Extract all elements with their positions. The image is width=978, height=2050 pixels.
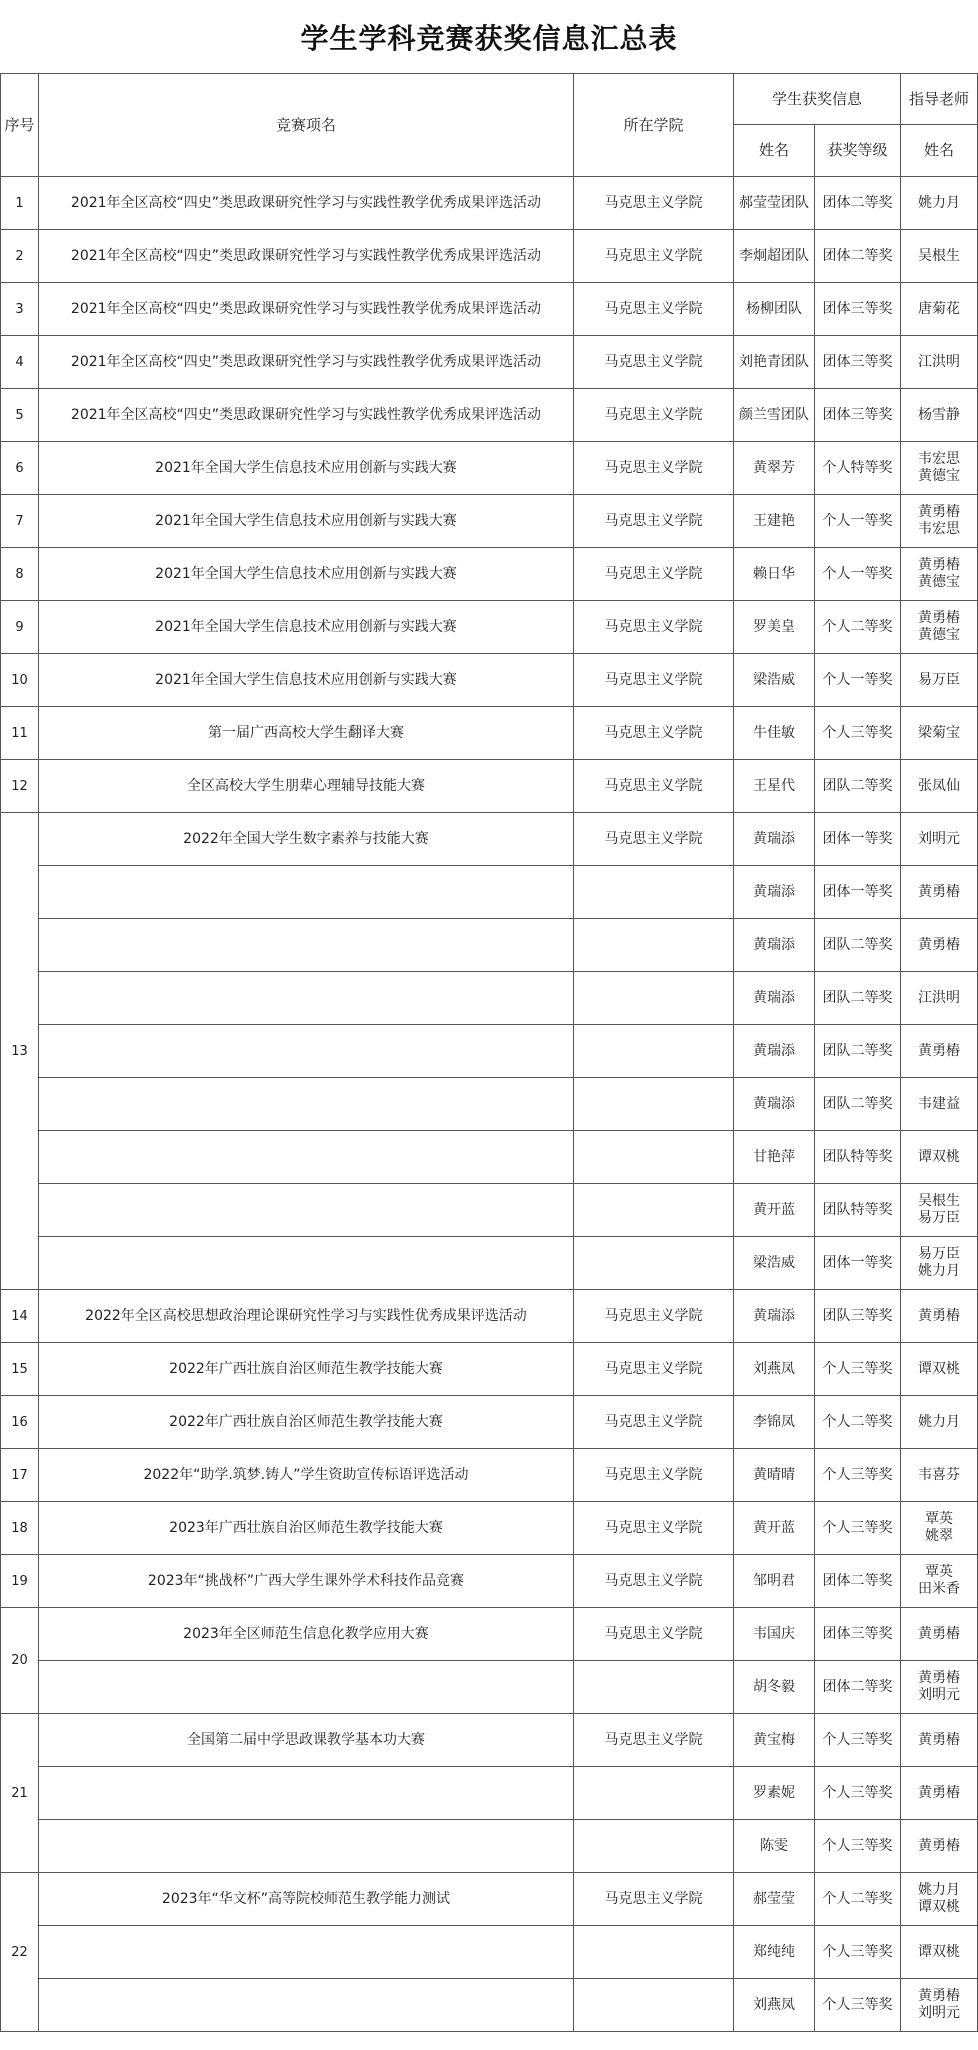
student-name-cell: 黄晴晴: [734, 1449, 815, 1502]
teacher-name: 谭双桃: [918, 1148, 961, 1165]
award-level-cell: 个人三等奖: [815, 707, 901, 760]
competition-cell: 2021年全国大学生信息技术应用创新与实践大赛: [39, 495, 574, 548]
college-cell: [574, 1767, 734, 1820]
teacher-name: 姚力月: [918, 1413, 961, 1430]
college-cell: 马克思主义学院: [574, 1449, 734, 1502]
award-level-cell: 团体二等奖: [815, 177, 901, 230]
seq-cell: 4: [1, 336, 39, 389]
competition-cell: [39, 1237, 574, 1290]
teacher-name: 张凤仙: [918, 777, 961, 794]
college-cell: [574, 1820, 734, 1873]
award-level-cell: 团队二等奖: [815, 919, 901, 972]
student-name-cell: 黄翠芳: [734, 442, 815, 495]
competition-cell: 2022年全区高校思想政治理论课研究性学习与实践性优秀成果评选活动: [39, 1290, 574, 1343]
teacher-name: 黄勇樁: [918, 1625, 961, 1642]
teacher-cell: [901, 1078, 978, 1131]
college-cell: 马克思主义学院: [574, 1502, 734, 1555]
teacher-cell: [901, 1661, 978, 1714]
college-cell: 马克思主义学院: [574, 1714, 734, 1767]
student-name-cell: 陈雯: [734, 1820, 815, 1873]
college-cell: [574, 1184, 734, 1237]
teacher-cell: [901, 1608, 978, 1661]
college-cell: 马克思主义学院: [574, 1396, 734, 1449]
competition-cell: [39, 1078, 574, 1131]
teacher-name: 黄勇樁: [918, 1731, 961, 1748]
table-row: [1, 1661, 978, 1714]
seq-cell: 3: [1, 283, 39, 336]
teacher-name: 韦建益: [918, 1095, 961, 1112]
teacher-cell: [901, 1131, 978, 1184]
college-cell: [574, 1661, 734, 1714]
teacher-name: 谭双桃: [918, 1360, 961, 1377]
header-row-1: [1, 74, 978, 125]
student-name-cell: 郝莹莹团队: [734, 177, 815, 230]
competition-cell: 2022年广西壮族自治区师范生教学技能大赛: [39, 1343, 574, 1396]
teacher-name: 黄勇樁: [918, 504, 961, 520]
competition-cell: 2021年全区高校“四史”类思政课研究性学习与实践性教学优秀成果评选活动: [39, 389, 574, 442]
student-name-cell: 梁浩威: [734, 1237, 815, 1290]
table-row: [1, 1025, 978, 1078]
teacher-cell: [901, 1926, 978, 1979]
teacher-name: 黄勇樁: [918, 936, 961, 953]
table-row: [1, 1979, 978, 2032]
seq-cell: 8: [1, 548, 39, 601]
teacher-name: 黄勇樁: [918, 1837, 961, 1854]
table-row: [1, 1290, 978, 1343]
table-row: [1, 1184, 978, 1237]
college-cell: 马克思主义学院: [574, 1343, 734, 1396]
award-level-cell: 个人三等奖: [815, 1343, 901, 1396]
competition-cell: 2021年全区高校“四史”类思政课研究性学习与实践性教学优秀成果评选活动: [39, 177, 574, 230]
award-level-cell: 个人二等奖: [815, 1396, 901, 1449]
seq-cell: 19: [1, 1555, 39, 1608]
student-name-cell: 郑纯纯: [734, 1926, 815, 1979]
competition-cell: 全国第二届中学思政课教学基本功大赛: [39, 1714, 574, 1767]
competition-cell: [39, 1131, 574, 1184]
header-award-level: 获奖等级: [815, 125, 901, 177]
teacher-cell: [901, 654, 978, 707]
competition-cell: 2021年全国大学生信息技术应用创新与实践大赛: [39, 548, 574, 601]
competition-cell: [39, 1661, 574, 1714]
student-name-cell: 黄开蓝: [734, 1502, 815, 1555]
teacher-name: 谭双桃: [918, 1943, 961, 1960]
college-cell: [574, 1979, 734, 2032]
competition-cell: 2021年全国大学生信息技术应用创新与实践大赛: [39, 654, 574, 707]
seq-cell: 7: [1, 495, 39, 548]
competition-cell: 2022年广西壮族自治区师范生教学技能大赛: [39, 1396, 574, 1449]
student-name-cell: 刘燕凤: [734, 1979, 815, 2032]
seq-cell: 10: [1, 654, 39, 707]
college-cell: [574, 1078, 734, 1131]
college-cell: 马克思主义学院: [574, 177, 734, 230]
competition-cell: [39, 1979, 574, 2032]
teacher-cell: [901, 1820, 978, 1873]
teacher-cell: [901, 283, 978, 336]
teacher-name: 黄德宝: [918, 627, 961, 643]
teacher-name: 黄勇樁: [918, 1670, 961, 1686]
seq-cell: 9: [1, 601, 39, 654]
seq-cell: 21: [1, 1714, 39, 1873]
teacher-cell: [901, 495, 978, 548]
competition-cell: [39, 1767, 574, 1820]
competition-cell: 全区高校大学生朋辈心理辅导技能大赛: [39, 760, 574, 813]
teacher-name: 黄德宝: [918, 468, 961, 484]
table-row: [1, 1767, 978, 1820]
table-row: [1, 707, 978, 760]
teacher-cell: [901, 336, 978, 389]
teacher-name: 易万臣: [918, 1246, 961, 1262]
college-cell: 马克思主义学院: [574, 654, 734, 707]
competition-cell: 2021年全国大学生信息技术应用创新与实践大赛: [39, 601, 574, 654]
seq-cell: 13: [1, 813, 39, 1290]
seq-cell: 2: [1, 230, 39, 283]
teacher-name: 姚力月: [918, 1263, 961, 1279]
header-teacher-group: 指导老师: [901, 74, 978, 125]
seq-cell: 17: [1, 1449, 39, 1502]
student-name-cell: 黄瑞添: [734, 972, 815, 1025]
competition-cell: [39, 1025, 574, 1078]
competition-cell: [39, 1184, 574, 1237]
student-name-cell: 王星代: [734, 760, 815, 813]
award-level-cell: 个人特等奖: [815, 442, 901, 495]
student-name-cell: 甘艳萍: [734, 1131, 815, 1184]
table-row: [1, 1396, 978, 1449]
student-name-cell: 胡冬毅: [734, 1661, 815, 1714]
table-row: [1, 495, 978, 548]
college-cell: 马克思主义学院: [574, 283, 734, 336]
competition-cell: [39, 1820, 574, 1873]
award-level-cell: 个人一等奖: [815, 495, 901, 548]
award-level-cell: 个人三等奖: [815, 1714, 901, 1767]
teacher-cell: [901, 760, 978, 813]
teacher-cell: [901, 1873, 978, 1926]
teacher-name: 唐菊花: [918, 300, 961, 317]
seq-cell: 11: [1, 707, 39, 760]
award-level-cell: 个人二等奖: [815, 1873, 901, 1926]
student-name-cell: 韦国庆: [734, 1608, 815, 1661]
college-cell: 马克思主义学院: [574, 760, 734, 813]
teacher-cell: [901, 442, 978, 495]
teacher-cell: [901, 1714, 978, 1767]
seq-cell: 16: [1, 1396, 39, 1449]
teacher-name: 黄勇樁: [918, 1307, 961, 1324]
teacher-name: 覃英: [925, 1564, 954, 1580]
teacher-cell: [901, 177, 978, 230]
table-row: [1, 1502, 978, 1555]
student-name-cell: 黄瑞添: [734, 1025, 815, 1078]
teacher-name: 江洪明: [918, 989, 961, 1006]
student-name-cell: 黄瑞添: [734, 1290, 815, 1343]
college-cell: 马克思主义学院: [574, 336, 734, 389]
award-level-cell: 个人三等奖: [815, 1926, 901, 1979]
student-name-cell: 颜兰雪团队: [734, 389, 815, 442]
college-cell: [574, 866, 734, 919]
header-student-group: 学生获奖信息: [734, 74, 901, 125]
teacher-name: 黄勇樁: [918, 1042, 961, 1059]
award-level-cell: 团体三等奖: [815, 283, 901, 336]
award-level-cell: 团体二等奖: [815, 230, 901, 283]
teacher-name: 韦喜芬: [918, 1466, 961, 1483]
student-name-cell: 黄瑞添: [734, 866, 815, 919]
student-name-cell: 李锦凤: [734, 1396, 815, 1449]
competition-cell: 2023年广西壮族自治区师范生教学技能大赛: [39, 1502, 574, 1555]
teacher-name: 韦宏思: [918, 451, 961, 467]
college-cell: 马克思主义学院: [574, 601, 734, 654]
teacher-name: 梁菊宝: [918, 724, 961, 741]
award-level-cell: 个人一等奖: [815, 654, 901, 707]
table-row: [1, 283, 978, 336]
teacher-cell: [901, 1184, 978, 1237]
table-row: [1, 1078, 978, 1131]
table-row: [1, 866, 978, 919]
table-row: [1, 442, 978, 495]
teacher-cell: [901, 1979, 978, 2032]
teacher-name: 刘明元: [918, 1687, 961, 1703]
student-name-cell: 郝莹莹: [734, 1873, 815, 1926]
competition-cell: 2021年全区高校“四史”类思政课研究性学习与实践性教学优秀成果评选活动: [39, 336, 574, 389]
award-level-cell: 团体二等奖: [815, 1661, 901, 1714]
header-seq: 序号: [1, 74, 39, 177]
teacher-cell: [901, 1290, 978, 1343]
college-cell: 马克思主义学院: [574, 548, 734, 601]
teacher-name: 黄勇樁: [918, 1988, 961, 2004]
teacher-cell: [901, 813, 978, 866]
student-name-cell: 黄宝梅: [734, 1714, 815, 1767]
college-cell: [574, 1131, 734, 1184]
seq-cell: 1: [1, 177, 39, 230]
table-row: [1, 813, 978, 866]
table-row: [1, 919, 978, 972]
teacher-cell: [901, 1343, 978, 1396]
teacher-name: 姚力月: [918, 1882, 961, 1898]
teacher-cell: [901, 866, 978, 919]
teacher-name: 杨雪静: [918, 406, 961, 423]
competition-cell: 2022年“助学.筑梦.铸人”学生资助宣传标语评选活动: [39, 1449, 574, 1502]
student-name-cell: 黄瑞添: [734, 813, 815, 866]
teacher-cell: [901, 1449, 978, 1502]
competition-cell: 2021年全国大学生信息技术应用创新与实践大赛: [39, 442, 574, 495]
award-level-cell: 团队三等奖: [815, 1290, 901, 1343]
table-row: [1, 1343, 978, 1396]
award-level-cell: 团队二等奖: [815, 1025, 901, 1078]
college-cell: [574, 1025, 734, 1078]
teacher-cell: [901, 389, 978, 442]
teacher-cell: [901, 919, 978, 972]
award-level-cell: 团体一等奖: [815, 813, 901, 866]
header-student-name: 姓名: [734, 125, 815, 177]
teacher-name: 黄勇樁: [918, 557, 961, 573]
award-level-cell: 个人三等奖: [815, 1449, 901, 1502]
award-level-cell: 团队二等奖: [815, 972, 901, 1025]
student-name-cell: 黄瑞添: [734, 919, 815, 972]
teacher-name: 谭双桃: [918, 1899, 961, 1915]
teacher-name: 姚翠: [925, 1528, 954, 1544]
award-level-cell: 团体三等奖: [815, 336, 901, 389]
teacher-name: 易万臣: [918, 671, 961, 688]
table-row: [1, 601, 978, 654]
seq-cell: 20: [1, 1608, 39, 1714]
table-row: [1, 1449, 978, 1502]
awards-table: [0, 73, 978, 2032]
teacher-cell: [901, 601, 978, 654]
table-row: [1, 1926, 978, 1979]
page-bottom-margin: [0, 2038, 978, 2050]
student-name-cell: 赖日华: [734, 548, 815, 601]
teacher-name: 吴根生: [918, 247, 961, 264]
award-level-cell: 团队特等奖: [815, 1131, 901, 1184]
student-name-cell: 杨柳团队: [734, 283, 815, 336]
seq-cell: 6: [1, 442, 39, 495]
teacher-name: 黄勇樁: [918, 1784, 961, 1801]
competition-cell: 2021年全区高校“四史”类思政课研究性学习与实践性教学优秀成果评选活动: [39, 283, 574, 336]
competition-cell: 2022年全国大学生数字素养与技能大赛: [39, 813, 574, 866]
student-name-cell: 王建艳: [734, 495, 815, 548]
award-level-cell: 团体一等奖: [815, 866, 901, 919]
header-competition: 竞赛项名: [39, 74, 574, 177]
award-level-cell: 团体三等奖: [815, 389, 901, 442]
teacher-name: 覃英: [925, 1511, 954, 1527]
college-cell: [574, 1237, 734, 1290]
college-cell: 马克思主义学院: [574, 442, 734, 495]
competition-cell: [39, 972, 574, 1025]
seq-cell: 15: [1, 1343, 39, 1396]
table-row: [1, 1714, 978, 1767]
teacher-cell: [901, 707, 978, 760]
table-row: [1, 230, 978, 283]
college-cell: [574, 919, 734, 972]
teacher-cell: [901, 972, 978, 1025]
competition-cell: 2023年全区师范生信息化教学应用大赛: [39, 1608, 574, 1661]
teacher-name: 田米香: [918, 1581, 961, 1597]
competition-cell: 第一届广西高校大学生翻译大赛: [39, 707, 574, 760]
award-level-cell: 团队二等奖: [815, 1078, 901, 1131]
student-name-cell: 罗素妮: [734, 1767, 815, 1820]
seq-cell: 18: [1, 1502, 39, 1555]
student-name-cell: 刘燕凤: [734, 1343, 815, 1396]
competition-cell: 2023年“挑战杯”广西大学生课外学术科技作品竞赛: [39, 1555, 574, 1608]
college-cell: 马克思主义学院: [574, 813, 734, 866]
award-level-cell: 个人一等奖: [815, 548, 901, 601]
competition-cell: [39, 919, 574, 972]
college-cell: [574, 1926, 734, 1979]
award-level-cell: 团体一等奖: [815, 1237, 901, 1290]
teacher-name: 韦宏思: [918, 521, 961, 537]
student-name-cell: 罗美皇: [734, 601, 815, 654]
teacher-cell: [901, 1025, 978, 1078]
college-cell: [574, 972, 734, 1025]
award-level-cell: 团体二等奖: [815, 1555, 901, 1608]
teacher-cell: [901, 1555, 978, 1608]
college-cell: 马克思主义学院: [574, 230, 734, 283]
teacher-name: 吴根生: [918, 1193, 961, 1209]
teacher-name: 黄德宝: [918, 574, 961, 590]
table-row: [1, 389, 978, 442]
table-row: [1, 1608, 978, 1661]
college-cell: 马克思主义学院: [574, 1873, 734, 1926]
student-name-cell: 黄开蓝: [734, 1184, 815, 1237]
award-level-cell: 个人三等奖: [815, 1502, 901, 1555]
table-row: [1, 548, 978, 601]
college-cell: 马克思主义学院: [574, 1555, 734, 1608]
college-cell: 马克思主义学院: [574, 1290, 734, 1343]
student-name-cell: 梁浩威: [734, 654, 815, 707]
table-row: [1, 1555, 978, 1608]
header-college: 所在学院: [574, 74, 734, 177]
student-name-cell: 李炯超团队: [734, 230, 815, 283]
seq-cell: 12: [1, 760, 39, 813]
award-level-cell: 团队二等奖: [815, 760, 901, 813]
table-row: [1, 177, 978, 230]
teacher-name: 刘明元: [918, 2005, 961, 2021]
seq-cell: 14: [1, 1290, 39, 1343]
competition-cell: [39, 1926, 574, 1979]
award-level-cell: 团队特等奖: [815, 1184, 901, 1237]
teacher-name: 黄勇樁: [918, 883, 961, 900]
table-row: [1, 972, 978, 1025]
award-level-cell: 个人三等奖: [815, 1767, 901, 1820]
teacher-cell: [901, 1237, 978, 1290]
competition-cell: 2023年“华文杯”高等院校师范生教学能力测试: [39, 1873, 574, 1926]
teacher-name: 姚力月: [918, 194, 961, 211]
college-cell: 马克思主义学院: [574, 389, 734, 442]
table-row: [1, 654, 978, 707]
table-row: [1, 1820, 978, 1873]
competition-cell: [39, 866, 574, 919]
teacher-cell: [901, 1502, 978, 1555]
seq-cell: 22: [1, 1873, 39, 2032]
college-cell: 马克思主义学院: [574, 495, 734, 548]
document-title: 学生学科竞赛获奖信息汇总表: [300, 22, 678, 55]
table-row: [1, 336, 978, 389]
teacher-cell: [901, 1396, 978, 1449]
teacher-cell: [901, 548, 978, 601]
teacher-name: 刘明元: [918, 830, 961, 847]
competition-cell: 2021年全区高校“四史”类思政课研究性学习与实践性教学优秀成果评选活动: [39, 230, 574, 283]
table-row: [1, 1873, 978, 1926]
award-level-cell: 个人三等奖: [815, 1820, 901, 1873]
student-name-cell: 刘艳青团队: [734, 336, 815, 389]
teacher-name: 易万臣: [918, 1210, 961, 1226]
college-cell: 马克思主义学院: [574, 707, 734, 760]
award-level-cell: 个人三等奖: [815, 1979, 901, 2032]
seq-cell: 5: [1, 389, 39, 442]
teacher-cell: [901, 230, 978, 283]
college-cell: 马克思主义学院: [574, 1608, 734, 1661]
student-name-cell: 黄瑞添: [734, 1078, 815, 1131]
teacher-name: 黄勇樁: [918, 610, 961, 626]
award-level-cell: 个人二等奖: [815, 601, 901, 654]
teacher-cell: [901, 1767, 978, 1820]
table-row: [1, 1131, 978, 1184]
table-row: [1, 1237, 978, 1290]
award-level-cell: 团体三等奖: [815, 1608, 901, 1661]
teacher-name: 江洪明: [918, 353, 961, 370]
student-name-cell: 牛佳敏: [734, 707, 815, 760]
header-teacher-name: 姓名: [901, 125, 978, 177]
student-name-cell: 邹明君: [734, 1555, 815, 1608]
table-row: [1, 760, 978, 813]
